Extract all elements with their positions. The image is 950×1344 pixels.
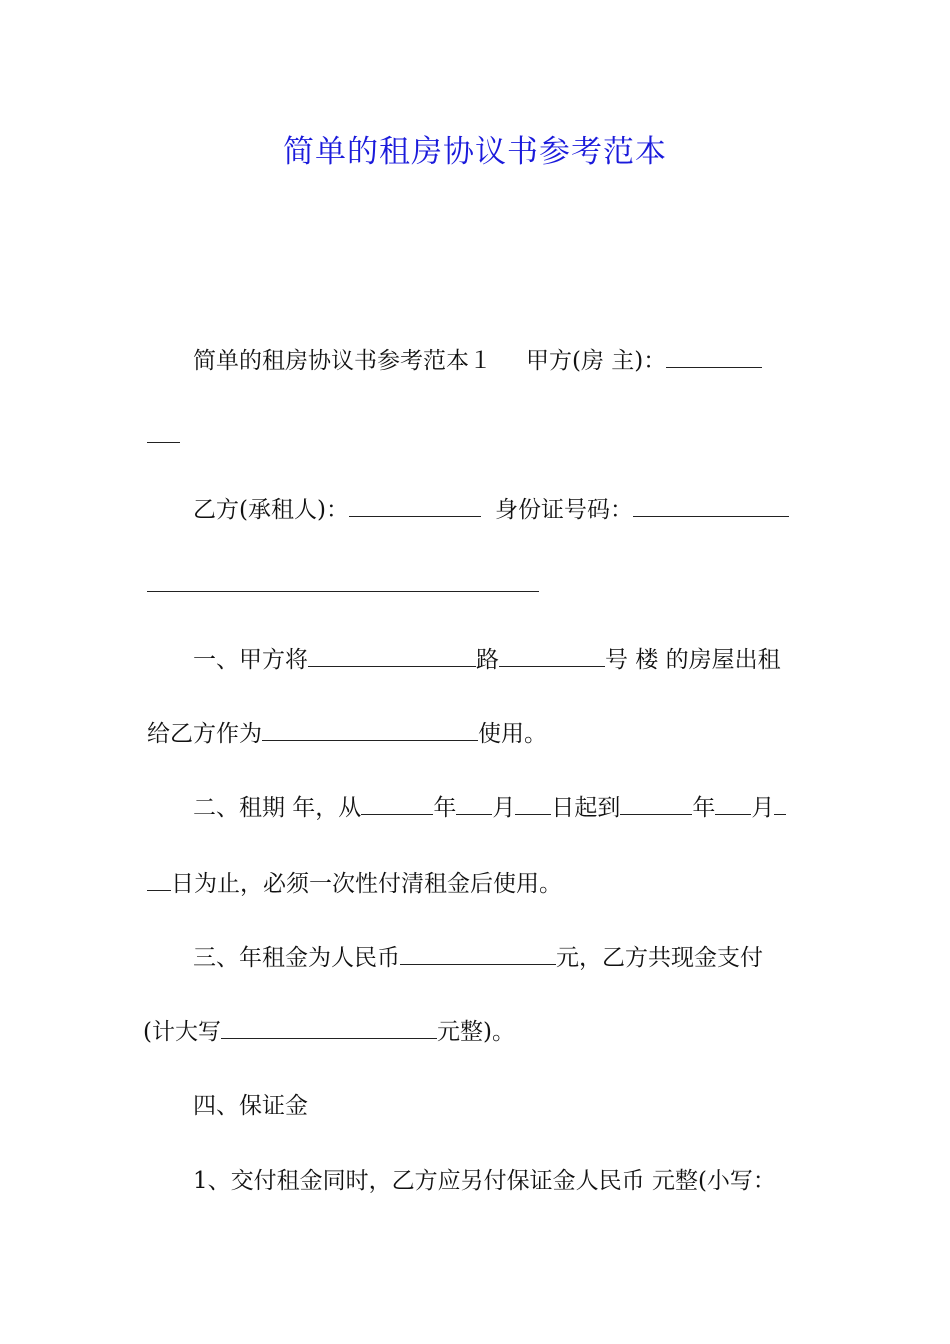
party-b-label: 乙方(承租人)：: [193, 497, 349, 523]
clause-1-line-1: [193, 644, 781, 675]
clause-3-text-c: (计大写: [143, 1019, 221, 1045]
clause-1-text-e: 使用。: [478, 721, 547, 747]
clause-1-text-c: 号 楼 的房屋出租: [605, 647, 781, 673]
clause-2-text-g: 日为止，必须一次性付清租金后使用。: [171, 871, 562, 897]
id-number-blank-continuation: [147, 569, 539, 600]
clause-1-text-a: 一、甲方将: [193, 647, 308, 673]
clause-3-line-1: [193, 942, 763, 973]
end-month-blank: [715, 792, 751, 815]
clause-2-text-c: 月: [492, 795, 516, 821]
start-month-blank: [456, 792, 492, 815]
annual-rent-blank: [400, 942, 556, 965]
party-b-line: [193, 494, 789, 525]
id-number-blank: [633, 494, 789, 517]
clause-2-text-b: 年: [433, 795, 457, 821]
clause-1-text-d: 给乙方作为: [147, 721, 262, 747]
clause-2-text-e: 年: [692, 795, 716, 821]
street-blank: [308, 644, 476, 667]
usage-blank: [262, 718, 478, 741]
clause-2-text-a: 二、租期 年，从: [193, 795, 362, 821]
party-a-blank-continuation: [147, 420, 180, 451]
clause-3-text-b: 元，乙方共现金支付: [556, 945, 763, 971]
clause-3-text-a: 三、年租金为人民币: [193, 945, 400, 971]
clause-2-line-1: [193, 792, 786, 823]
party-a-blank-end: [147, 420, 180, 443]
start-year-blank: [361, 792, 433, 815]
clause-2-text-f: 月: [751, 795, 775, 821]
agreement-heading-text: 简单的租房协议书参考范本１: [193, 348, 492, 374]
party-a-label: 甲方(房 主)：: [526, 348, 667, 374]
clause-1-line-2: [147, 718, 547, 749]
clause-4-heading: 四、保证金: [193, 1093, 308, 1119]
clause-1-text-b: 路: [476, 647, 499, 673]
clause-2-text-d: 日起到: [551, 795, 621, 821]
clause-3-text-d: 元整)。: [436, 1019, 515, 1045]
document-title: 简单的租房协议书参考范本: [283, 134, 667, 170]
party-a-line: [193, 345, 762, 376]
end-year-blank: [620, 792, 692, 815]
party-a-blank: [666, 345, 762, 368]
end-day-blank: [774, 792, 786, 815]
clause-4-item-1: 1、交付租金同时，乙方应另付保证金人民币 元整(小写：: [193, 1168, 776, 1194]
start-day-blank: [515, 792, 551, 815]
id-number-label: 身份证号码：: [494, 497, 633, 523]
clause-3-line-2: [143, 1016, 515, 1047]
rent-in-words-blank: [221, 1016, 437, 1039]
id-number-blank-end: [147, 569, 539, 592]
party-b-blank: [349, 494, 481, 517]
clause-2-line-2: [147, 868, 562, 899]
number-blank: [499, 644, 605, 667]
end-day-blank-end: [147, 868, 171, 891]
